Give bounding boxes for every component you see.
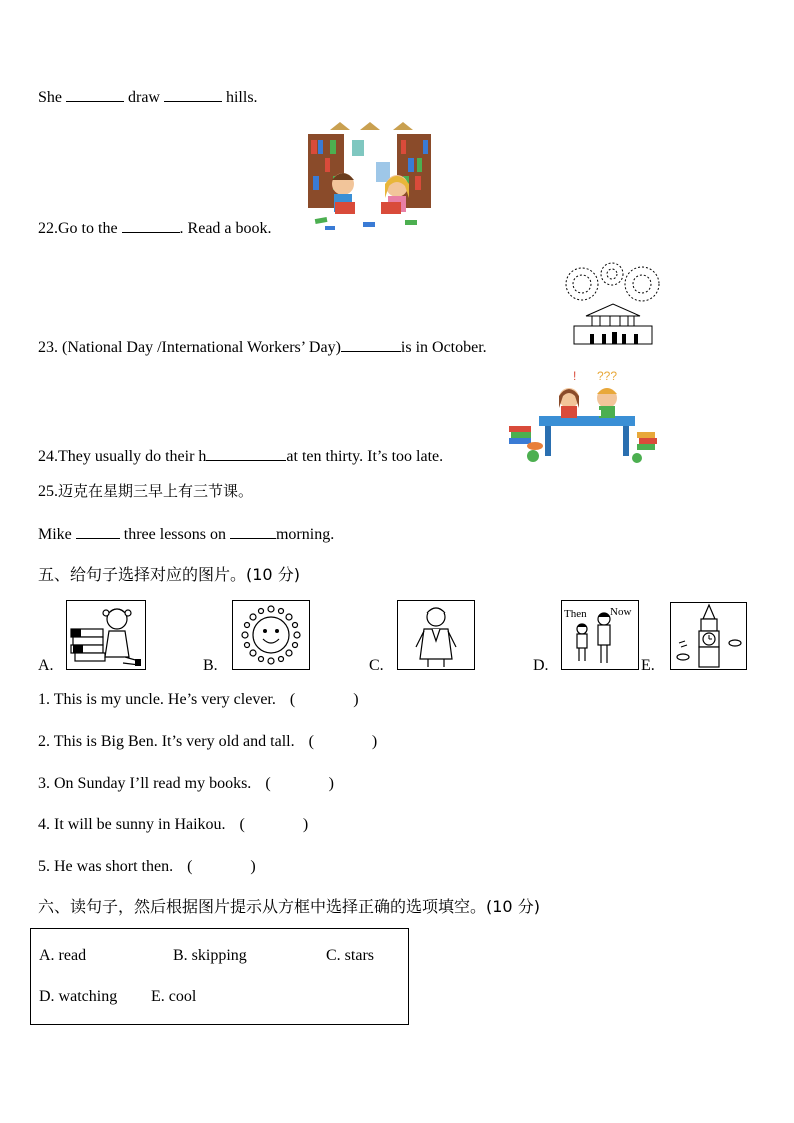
option-label-c: C. [369,657,384,674]
option-label-b: B. [203,657,218,674]
option-label-a: A. [38,657,54,674]
s5-answer-3[interactable]: ( ) [265,775,334,792]
q21-blank-2[interactable] [164,87,222,102]
q25-text-a: Mike [38,526,72,543]
library-picture [305,118,435,236]
s5-question-3-text: 3. On Sunday I’ll read my books. [38,775,252,792]
q24-line [38,446,443,467]
q23-line [38,337,487,358]
s5-answer-1[interactable]: ( ) [289,691,359,708]
q24-text-b: at ten thirty. It’s too late. [286,448,444,465]
q21-blank-1[interactable] [66,87,124,102]
s5-answer-5[interactable]: ( ) [187,858,256,875]
q22-line [38,218,272,239]
q21-text-b: draw [128,89,160,106]
q24-number: 24. [38,448,58,465]
picture-e-big-ben [670,602,747,670]
choice-e: E. cool [151,988,197,1005]
s5-question-3 [38,774,334,794]
option-label-e: E. [641,657,655,674]
s5-question-5 [38,857,256,877]
q25-chinese-sentence: 迈克在星期三早上有三节课。 [58,482,254,500]
q25-text-c: morning. [275,526,335,543]
sun-icon [233,601,309,669]
svg-text:!: ! [573,369,577,383]
s5-answer-4[interactable]: ( ) [239,816,309,833]
man-icon [398,601,474,669]
q23-number: 23. [38,339,58,356]
s5-question-2-text: 2. This is Big Ben. It’s very old and tall. [38,733,295,750]
q23-text-a: (National Day /International Workers’ Day) [62,339,341,356]
q24-blank[interactable] [206,446,286,461]
homework-picture [505,368,659,464]
picture-a-girl-books [66,600,146,670]
q25-number: 25. [38,483,58,500]
q22-text-a: Go to the [58,220,118,237]
q23-text-b: is in October. [400,339,487,356]
section6-title: 六、读句子，然后根据图片提示从方框中选择正确的选项填空。(10 分) [38,897,540,916]
q21-text-c: hills. [225,89,258,106]
q22-number: 22. [38,220,58,237]
q25-en-line [38,524,334,545]
option-label-d: D. [533,657,549,674]
then-label: Then [564,608,587,620]
picture-c-uncle [397,600,475,670]
national-day-picture [560,258,666,348]
s5-question-1 [38,690,359,710]
q22-text-b: . Read a book. [179,220,272,237]
q21-text-a: She [38,89,62,106]
choice-a: A. read [39,947,87,964]
s5-question-4-text: 4. It will be sunny in Haikou. [38,816,226,833]
q25-cn-line [38,481,253,502]
q25-text-b: three lessons on [123,526,226,543]
section5-title: 五、给句子选择对应的图片。(10 分) [38,565,300,584]
q24-text-a: They usually do their h [58,448,207,465]
q25-blank-1[interactable] [76,524,120,539]
choice-c: C. stars [326,947,374,964]
then-now-icon [562,601,638,669]
svg-text:???: ??? [597,369,618,383]
s5-question-5-text: 5. He was short then. [38,858,174,875]
q23-blank[interactable] [341,337,401,352]
picture-b-sun [232,600,310,670]
choice-b: B. skipping [173,947,247,964]
q21-line [38,87,258,108]
girl-reading-icon [67,601,145,669]
big-ben-icon [671,603,746,669]
s5-answer-2[interactable]: ( ) [308,733,378,750]
now-label: Now [610,606,632,618]
word-choice-box [30,928,409,1025]
q25-blank-2[interactable] [230,524,276,539]
choice-d: D. watching [39,988,118,1005]
s5-question-4 [38,815,308,835]
s5-question-2 [38,732,377,752]
q22-blank[interactable] [122,218,180,233]
picture-d-then-now [561,600,639,670]
s5-question-1-text: 1. This is my uncle. He’s very clever. [38,691,276,708]
